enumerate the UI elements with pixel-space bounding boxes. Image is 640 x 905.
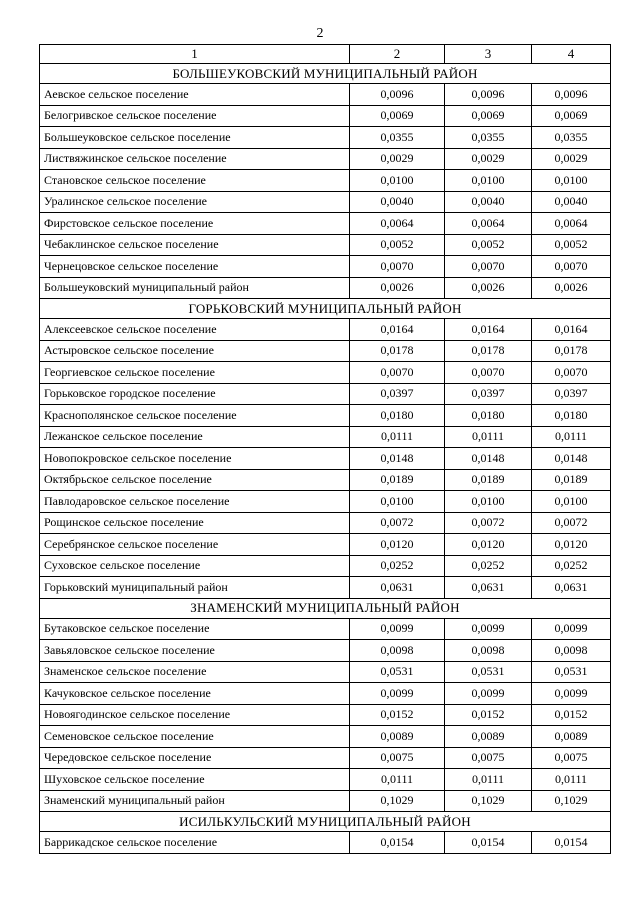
- value-col-2: 0,0075: [350, 747, 445, 769]
- value-col-3: 0,0064: [445, 213, 532, 235]
- column-header-row: [40, 45, 611, 64]
- value-col-2: 0,0070: [350, 256, 445, 278]
- value-col-4: 0,0631: [532, 577, 611, 599]
- value-col-2: 0,0064: [350, 213, 445, 235]
- settlement-name: Краснополянское сельское поселение: [40, 405, 350, 427]
- value-col-3: 0,0531: [445, 661, 532, 683]
- table-row: [40, 512, 611, 534]
- settlement-name: Шуховское сельское поселение: [40, 769, 350, 791]
- value-col-3: 0,0164: [445, 319, 532, 341]
- settlement-name: Алексеевское сельское поселение: [40, 319, 350, 341]
- value-col-3: 0,0070: [445, 256, 532, 278]
- table-body: [40, 45, 611, 854]
- value-col-2: 0,0531: [350, 661, 445, 683]
- value-col-3: 0,0189: [445, 469, 532, 491]
- value-col-3: 0,0252: [445, 555, 532, 577]
- settlement-name: Семеновское сельское поселение: [40, 726, 350, 748]
- table-row: [40, 277, 611, 299]
- value-col-2: 0,0029: [350, 148, 445, 170]
- value-col-3: 0,0631: [445, 577, 532, 599]
- value-col-3: 0,0098: [445, 640, 532, 662]
- value-col-2: 0,0052: [350, 234, 445, 256]
- settlement-name: Качуковское сельское поселение: [40, 683, 350, 705]
- settlement-name: Листвяжинское сельское поселение: [40, 148, 350, 170]
- value-col-4: 0,0111: [532, 426, 611, 448]
- table-row: [40, 534, 611, 556]
- settlement-name: Суховское сельское поселение: [40, 555, 350, 577]
- district-title: ЗНАМЕНСКИЙ МУНИЦИПАЛЬНЫЙ РАЙОН: [40, 598, 611, 618]
- table-row: [40, 362, 611, 384]
- value-col-2: 0,0355: [350, 127, 445, 149]
- settlement-name: Баррикадское сельское поселение: [40, 832, 350, 854]
- table-row: [40, 319, 611, 341]
- district-header-row: [40, 812, 611, 832]
- table-row: [40, 683, 611, 705]
- value-col-2: 0,0180: [350, 405, 445, 427]
- value-col-2: 0,0189: [350, 469, 445, 491]
- table-row: [40, 105, 611, 127]
- settlement-name: Чебаклинское сельское поселение: [40, 234, 350, 256]
- value-col-3: 0,0397: [445, 383, 532, 405]
- table-row: [40, 213, 611, 235]
- value-col-2: 0,1029: [350, 790, 445, 812]
- value-col-4: 0,0070: [532, 256, 611, 278]
- value-col-3: 0,0099: [445, 618, 532, 640]
- page-number: 2: [316, 26, 324, 41]
- table-row: [40, 84, 611, 106]
- value-col-4: 0,0052: [532, 234, 611, 256]
- value-col-4: 0,0099: [532, 618, 611, 640]
- table-row: [40, 383, 611, 405]
- value-col-4: 0,0148: [532, 448, 611, 470]
- settlement-name: Знаменское сельское поселение: [40, 661, 350, 683]
- column-header-4: 4: [532, 45, 611, 64]
- value-col-3: 0,0026: [445, 277, 532, 299]
- value-col-2: 0,0111: [350, 426, 445, 448]
- value-col-4: 0,0189: [532, 469, 611, 491]
- table-row: [40, 704, 611, 726]
- value-col-3: 0,1029: [445, 790, 532, 812]
- value-col-3: 0,0111: [445, 769, 532, 791]
- column-header-1: 1: [40, 45, 350, 64]
- value-col-4: 0,0040: [532, 191, 611, 213]
- value-col-3: 0,0070: [445, 362, 532, 384]
- table-row: [40, 448, 611, 470]
- value-col-4: 0,0100: [532, 170, 611, 192]
- value-col-2: 0,0089: [350, 726, 445, 748]
- table-row: [40, 148, 611, 170]
- value-col-4: 0,0029: [532, 148, 611, 170]
- settlement-name: Павлодаровское сельское поселение: [40, 491, 350, 513]
- table-row: [40, 127, 611, 149]
- value-col-2: 0,0096: [350, 84, 445, 106]
- value-col-4: 0,1029: [532, 790, 611, 812]
- value-col-4: 0,0100: [532, 491, 611, 513]
- value-col-2: 0,0111: [350, 769, 445, 791]
- value-col-3: 0,0152: [445, 704, 532, 726]
- value-col-4: 0,0531: [532, 661, 611, 683]
- district-title: БОЛЬШЕУКОВСКИЙ МУНИЦИПАЛЬНЫЙ РАЙОН: [40, 64, 611, 84]
- value-col-4: 0,0111: [532, 769, 611, 791]
- value-col-4: 0,0397: [532, 383, 611, 405]
- value-col-3: 0,0075: [445, 747, 532, 769]
- value-col-2: 0,0026: [350, 277, 445, 299]
- settlement-name: Чередовское сельское поселение: [40, 747, 350, 769]
- value-col-3: 0,0355: [445, 127, 532, 149]
- table-row: [40, 618, 611, 640]
- value-col-4: 0,0252: [532, 555, 611, 577]
- settlement-name: Уралинское сельское поселение: [40, 191, 350, 213]
- table-row: [40, 405, 611, 427]
- value-col-3: 0,0111: [445, 426, 532, 448]
- value-col-3: 0,0148: [445, 448, 532, 470]
- table-row: [40, 491, 611, 513]
- table-row: [40, 832, 611, 854]
- value-col-3: 0,0180: [445, 405, 532, 427]
- settlement-name: Георгиевское сельское поселение: [40, 362, 350, 384]
- table-row: [40, 747, 611, 769]
- settlement-name: Становское сельское поселение: [40, 170, 350, 192]
- value-col-4: 0,0096: [532, 84, 611, 106]
- settlement-name: Новопокровское сельское поселение: [40, 448, 350, 470]
- value-col-2: 0,0164: [350, 319, 445, 341]
- value-col-2: 0,0072: [350, 512, 445, 534]
- column-header-3: 3: [445, 45, 532, 64]
- value-col-3: 0,0178: [445, 340, 532, 362]
- settlement-name: Астыровское сельское поселение: [40, 340, 350, 362]
- table-row: [40, 191, 611, 213]
- value-col-3: 0,0040: [445, 191, 532, 213]
- value-col-2: 0,0100: [350, 170, 445, 192]
- district-header-row: [40, 299, 611, 319]
- value-col-4: 0,0152: [532, 704, 611, 726]
- value-col-2: 0,0178: [350, 340, 445, 362]
- value-col-4: 0,0026: [532, 277, 611, 299]
- settlement-name: Октябрьское сельское поселение: [40, 469, 350, 491]
- settlement-name: Завьяловское сельское поселение: [40, 640, 350, 662]
- table-row: [40, 640, 611, 662]
- table-row: [40, 577, 611, 599]
- district-header-row: [40, 64, 611, 84]
- value-col-2: 0,0631: [350, 577, 445, 599]
- table-row: [40, 555, 611, 577]
- value-col-2: 0,0148: [350, 448, 445, 470]
- table-row: [40, 256, 611, 278]
- table-row: [40, 426, 611, 448]
- value-col-4: 0,0069: [532, 105, 611, 127]
- value-col-4: 0,0154: [532, 832, 611, 854]
- value-col-3: 0,0096: [445, 84, 532, 106]
- value-col-3: 0,0120: [445, 534, 532, 556]
- settlement-name: Лежанское сельское поселение: [40, 426, 350, 448]
- table-row: [40, 726, 611, 748]
- value-col-3: 0,0100: [445, 170, 532, 192]
- value-col-4: 0,0072: [532, 512, 611, 534]
- table-row: [40, 769, 611, 791]
- settlement-name: Фирстовское сельское поселение: [40, 213, 350, 235]
- settlement-name: Рощинское сельское поселение: [40, 512, 350, 534]
- value-col-3: 0,0100: [445, 491, 532, 513]
- coefficients-table: [39, 44, 611, 854]
- settlement-name: Горьковский муниципальный район: [40, 577, 350, 599]
- value-col-4: 0,0075: [532, 747, 611, 769]
- value-col-3: 0,0052: [445, 234, 532, 256]
- value-col-2: 0,0099: [350, 683, 445, 705]
- table-row: [40, 661, 611, 683]
- value-col-2: 0,0070: [350, 362, 445, 384]
- table-row: [40, 170, 611, 192]
- value-col-2: 0,0100: [350, 491, 445, 513]
- settlement-name: Белогривское сельское поселение: [40, 105, 350, 127]
- value-col-4: 0,0098: [532, 640, 611, 662]
- value-col-2: 0,0040: [350, 191, 445, 213]
- value-col-2: 0,0099: [350, 618, 445, 640]
- district-title: ГОРЬКОВСКИЙ МУНИЦИПАЛЬНЫЙ РАЙОН: [40, 299, 611, 319]
- value-col-2: 0,0098: [350, 640, 445, 662]
- settlement-name: Большеуковское сельское поселение: [40, 127, 350, 149]
- value-col-4: 0,0180: [532, 405, 611, 427]
- table-row: [40, 790, 611, 812]
- settlement-name: Большеуковский муниципальный район: [40, 277, 350, 299]
- value-col-4: 0,0064: [532, 213, 611, 235]
- value-col-4: 0,0164: [532, 319, 611, 341]
- value-col-2: 0,0154: [350, 832, 445, 854]
- district-header-row: [40, 598, 611, 618]
- value-col-2: 0,0152: [350, 704, 445, 726]
- table-row: [40, 340, 611, 362]
- table-row: [40, 469, 611, 491]
- value-col-2: 0,0252: [350, 555, 445, 577]
- value-col-3: 0,0089: [445, 726, 532, 748]
- value-col-4: 0,0120: [532, 534, 611, 556]
- settlement-name: Новоягодинское сельское поселение: [40, 704, 350, 726]
- settlement-name: Чернецовское сельское поселение: [40, 256, 350, 278]
- table-row: [40, 234, 611, 256]
- value-col-4: 0,0178: [532, 340, 611, 362]
- settlement-name: Знаменский муниципальный район: [40, 790, 350, 812]
- value-col-2: 0,0120: [350, 534, 445, 556]
- settlement-name: Серебрянское сельское поселение: [40, 534, 350, 556]
- settlement-name: Бутаковское сельское поселение: [40, 618, 350, 640]
- value-col-3: 0,0099: [445, 683, 532, 705]
- value-col-2: 0,0069: [350, 105, 445, 127]
- settlement-name: Горьковское городское поселение: [40, 383, 350, 405]
- column-header-2: 2: [350, 45, 445, 64]
- settlement-name: Аевское сельское поселение: [40, 84, 350, 106]
- value-col-4: 0,0089: [532, 726, 611, 748]
- district-title: ИСИЛЬКУЛЬСКИЙ МУНИЦИПАЛЬНЫЙ РАЙОН: [40, 812, 611, 832]
- value-col-3: 0,0029: [445, 148, 532, 170]
- value-col-2: 0,0397: [350, 383, 445, 405]
- value-col-4: 0,0355: [532, 127, 611, 149]
- value-col-3: 0,0069: [445, 105, 532, 127]
- value-col-3: 0,0154: [445, 832, 532, 854]
- value-col-4: 0,0099: [532, 683, 611, 705]
- value-col-4: 0,0070: [532, 362, 611, 384]
- value-col-3: 0,0072: [445, 512, 532, 534]
